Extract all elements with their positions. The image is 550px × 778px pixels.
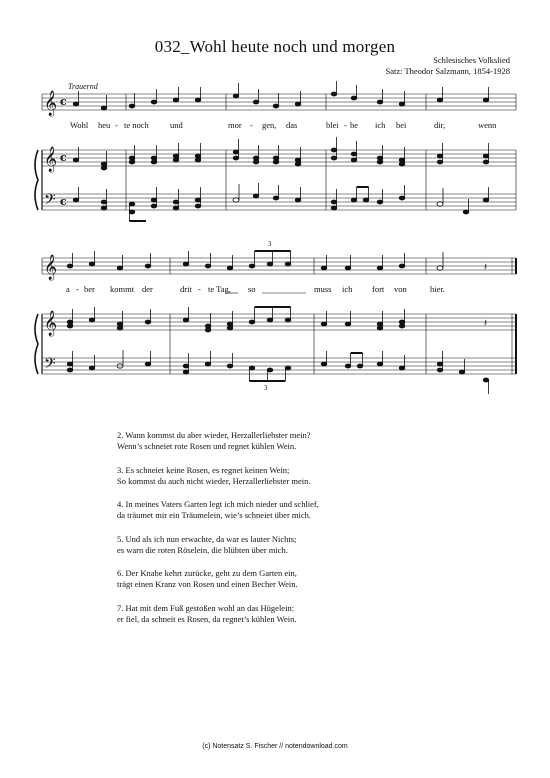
lyric-hyphen: - bbox=[198, 284, 201, 294]
verse-2 bbox=[117, 430, 447, 452]
verse-line: 4. In meines Vaters Garten legt ich mich nieder und schlief, bbox=[117, 499, 319, 509]
tempo-marking: Trauernd bbox=[68, 82, 98, 91]
svg-text:c: c bbox=[60, 195, 67, 208]
verse-line: 3. Es schneiet keine Rosen, es regnet keinen Wein; bbox=[117, 464, 290, 475]
verse-line: 7. Hat mit dem Fuß gestoßen wohl an das Hügelein: bbox=[117, 602, 295, 613]
lyric-syllable: und bbox=[170, 120, 183, 130]
song-origin bbox=[386, 55, 511, 77]
verse-line: So kommst du auch nicht wieder, Herzallerliebster mein. bbox=[117, 475, 311, 486]
verse-5 bbox=[117, 534, 447, 556]
lyric-syllable: ich bbox=[375, 120, 386, 130]
copyright-footer[interactable]: (c) Notensatz S. Fischer // notendownload.com bbox=[202, 743, 348, 750]
verse-6 bbox=[117, 568, 447, 590]
verse-4 bbox=[117, 499, 447, 521]
lyric-syllable: a bbox=[66, 284, 70, 294]
lyric-syllable: wenn bbox=[478, 120, 497, 130]
svg-text:c: c bbox=[60, 95, 67, 108]
lyric-syllable: der bbox=[142, 284, 153, 294]
music-system-2 bbox=[30, 240, 520, 400]
svg-text:𝄞: 𝄞 bbox=[44, 255, 58, 280]
lyric-syllable: gen, bbox=[262, 120, 277, 130]
verse-7 bbox=[117, 603, 447, 625]
svg-text:𝄞: 𝄞 bbox=[44, 311, 58, 336]
lyric-syllable: so bbox=[248, 284, 256, 294]
svg-text:c: c bbox=[60, 151, 67, 164]
verse-line: da träumet mir ein Träumelein, wie’s schneiet über mich. bbox=[117, 510, 312, 520]
lyric-syllable: ber bbox=[84, 284, 95, 294]
staff-lines-system-1 bbox=[30, 76, 520, 236]
triplet-mark-top: 3 bbox=[268, 240, 272, 248]
triplet-mark-bottom: 3 bbox=[264, 384, 268, 392]
svg-text:𝄞: 𝄞 bbox=[44, 91, 58, 116]
additional-verses bbox=[117, 430, 447, 637]
lyric-hyphen: - bbox=[76, 284, 79, 294]
lyric-syllable: te Tag, bbox=[208, 284, 231, 294]
lyric-syllable: muss bbox=[314, 284, 332, 294]
lyric-syllable: kommt bbox=[110, 284, 135, 294]
lyric-syllable: ich bbox=[342, 284, 353, 294]
melisma-lines bbox=[30, 240, 520, 400]
music-system-1 bbox=[30, 76, 520, 236]
origin-arranger: Satz: Theodor Salzmann, 1854-1928 bbox=[385, 66, 510, 76]
svg-text:𝄢: 𝄢 bbox=[44, 191, 56, 212]
svg-text:𝄢: 𝄢 bbox=[44, 355, 56, 376]
lyric-syllable: heu bbox=[98, 120, 111, 130]
lyric-hyphen: - bbox=[115, 120, 118, 130]
svg-text:𝄽: 𝄽 bbox=[484, 262, 488, 273]
verse-line: 5. Und als ich nun erwachte, da war es lauter Nichts; bbox=[117, 533, 297, 544]
lyric-syllable: te noch bbox=[124, 120, 149, 130]
lyric-syllable: von bbox=[394, 284, 407, 294]
verse-line: 6. Der Knabe kehrt zurücke, geht zu dem Garten ein, bbox=[117, 568, 297, 578]
lyric-hyphen: - bbox=[250, 120, 253, 130]
lyric-syllable: be bbox=[350, 120, 359, 130]
verse-line: es warn die roten Röselein, die blühten über mich. bbox=[117, 544, 288, 555]
verse-line: Wenn’s schneiet rote Rosen und regnet kühlen Wein. bbox=[117, 441, 297, 451]
lyric-syllable: das bbox=[286, 120, 298, 130]
lyric-syllable: mor bbox=[228, 120, 242, 130]
lyric-syllable: dir, bbox=[434, 120, 446, 130]
lyrics-system-1 bbox=[30, 120, 520, 134]
lyric-syllable: drit bbox=[180, 284, 192, 294]
verse-line: 2. Wann kommst du aber wieder, Herzallerliebster mein? bbox=[117, 430, 311, 440]
svg-text:𝄽: 𝄽 bbox=[484, 318, 488, 329]
lyric-hyphen: - bbox=[344, 120, 347, 130]
lyric-syllable: blei bbox=[326, 120, 339, 130]
origin-folk-song: Schlesisches Volkslied bbox=[433, 55, 510, 65]
lyric-syllable: hier. bbox=[430, 284, 445, 294]
lyric-syllable: bei bbox=[396, 120, 407, 130]
verse-3 bbox=[117, 465, 447, 487]
svg-text:𝄞: 𝄞 bbox=[44, 147, 58, 172]
song-title: 032_Wohl heute noch und morgen bbox=[154, 37, 396, 56]
verse-line: er fiel, da schneit es Rosen, da regnet’s kühlen Wein. bbox=[117, 613, 297, 624]
lyric-syllable: fort bbox=[372, 284, 385, 294]
verse-line: trägt einen Kranz von Rosen und einen Becher Wein. bbox=[117, 579, 298, 589]
lyric-syllable: Wohl bbox=[70, 120, 89, 130]
